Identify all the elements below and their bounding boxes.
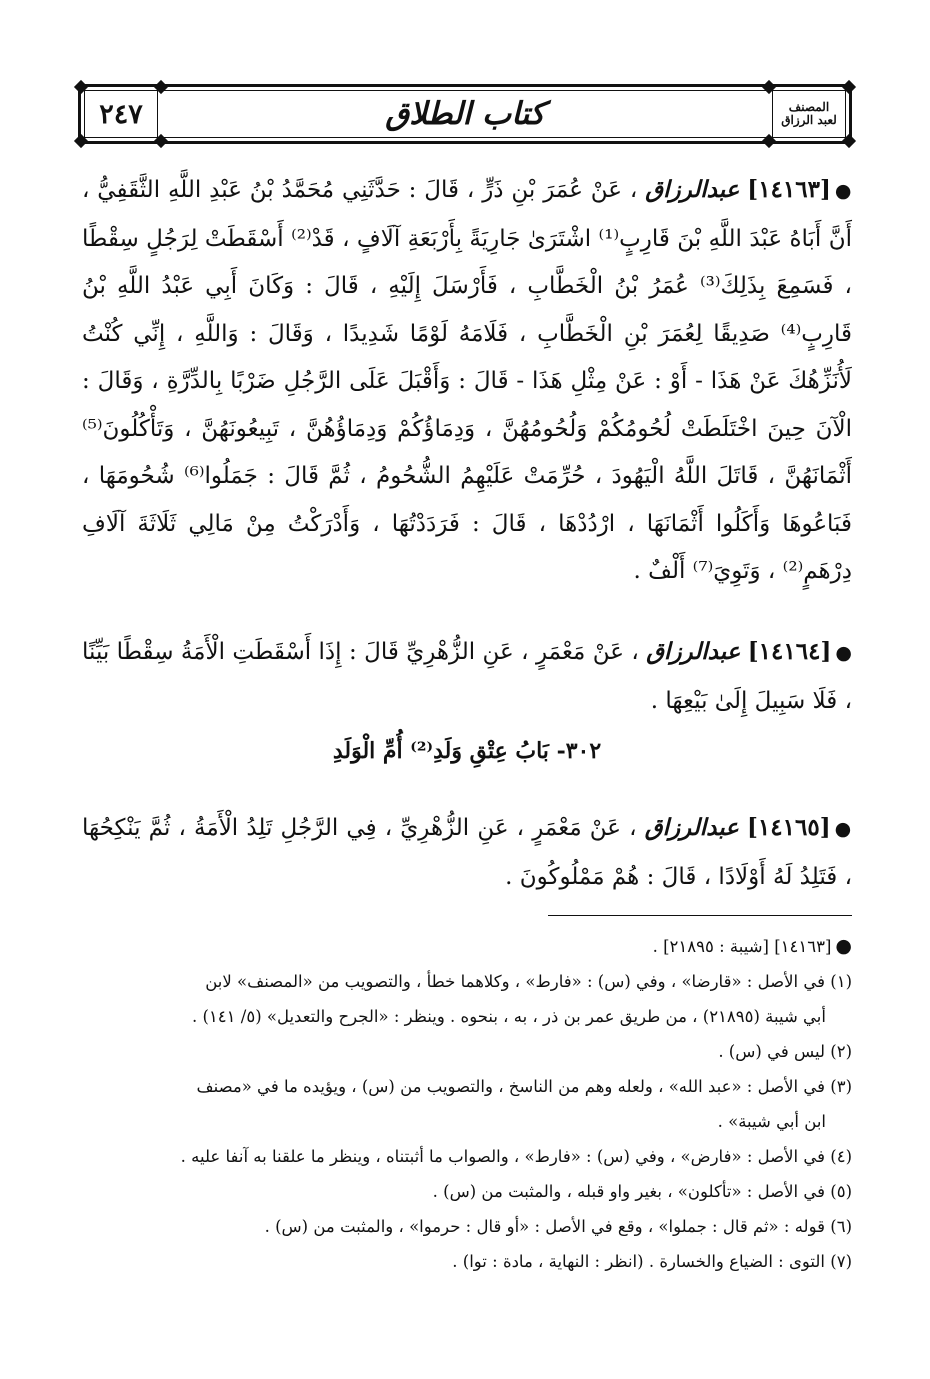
footnote: (٧) التوى : الضياع والخسارة . (انظر : النهاية ، مادة : توا) .	[452, 1252, 852, 1271]
hadith-entry	[82, 166, 852, 596]
logo-line2: لعبد الرزاق	[781, 113, 837, 127]
hadith-entry	[82, 804, 852, 901]
hadith-author: عبدالرزاق	[646, 638, 741, 665]
footnotes	[82, 929, 852, 1279]
bullet-icon: ●	[835, 935, 852, 957]
logo-line1: المصنف	[788, 100, 830, 114]
footnote-continuation: أبي شيبة (٢١٨٩٥) ، من طريق عمر بن ذر ، به ، بنحوه . وينظر : «الجرح والتعديل» (٥/ ١٤١) .	[191, 1007, 826, 1026]
footnote: (٣) في الأصل : «عبد الله» ، ولعله وهم من الناسخ ، والتصويب من (س) ، ويؤيده ما في «مصنف	[196, 1077, 852, 1096]
chapter-heading: ٣٠٢- بَابُ عِتْقِ وَلَدِ⁽²⁾ أُمِّ الْوَلَدِ	[332, 738, 602, 764]
page-header	[78, 84, 852, 144]
bullet-icon: ●	[834, 180, 853, 202]
page-number-ornament	[78, 84, 164, 144]
hadith-text: ، عَنْ مَعْمَرٍ ، عَنِ الزُّهْرِيِّ قَالَ : إِذَا أَسْقَطَتِ الْأَمَةُ سِقْطًا بَيِّنًا ، فَلَا سَبِيلَ إِلَىٰ بَيْعِهَا .	[82, 639, 852, 714]
logo-ornament	[766, 84, 852, 144]
footnote-continuation: ابن أبي شيبة» .	[717, 1112, 826, 1131]
bullet-icon: ●	[834, 818, 852, 840]
hadith-author: عبدالرزاق	[644, 814, 739, 841]
bullet-icon: ●	[835, 642, 853, 664]
footnote: (٢) ليس في (س) .	[718, 1042, 852, 1061]
page-number: ٢٤٧	[99, 98, 143, 130]
footnote: (٥) في الأصل : «تأكلون» ، بغير واو قبله ، والمثبت من (س) .	[432, 1182, 852, 1201]
hadith-entry	[82, 628, 852, 725]
hadith-text: ، عَنْ عُمَرَ بْنِ ذَرٍّ ، قَالَ : حَدَّثَنِي مُحَمَّدُ بْنُ عَبْدِ اللَّهِ الثَّقَفِيُّ ، أَنَّ أَبَاهُ عَبْدَ اللَّهِ بْنَ قَارِبٍ⁽¹⁾ اشْتَرَىٰ جَارِيَةً بِأَرْبَعَةِ آلَافٍ ، قَدْ⁽²⁾ أَسْقَطَتْ لِرَجُلٍ سِقْطًا ، فَسَمِعَ بِذَلِكَ⁽³⁾ عُمَرُ بْنُ الْخَطَّابِ ، فَأَرْسَلَ إِلَيْهِ ، قَالَ : وَكَانَ أَبِي عَبْدُ اللَّهِ بْنُ قَارِبٍ⁽⁴⁾ صَدِيقًا لِعُمَرَ بْنِ الْخَطَّابِ ، فَلَامَهُ لَوْمًا شَدِيدًا ، وَقَالَ : وَاللَّهِ ، إِنِّي كُنْتُ لَأُنَزِّهُكَ عَنْ هَذَا - أَوْ : عَنْ مِثْلِ هَذَا - قَالَ : وَأَقْبَلَ عَلَى الرَّجُلِ ضَرْبًا بِالدِّرَّةِ ، وَقَالَ : الْآنَ حِينَ اخْتَلَطَتْ لُحُومُكُمْ وَلُحُومُهُنَّ ، وَدِمَاؤُكُمْ وَدِمَاؤُهُنَّ ، تَبِيعُونَهُنَّ ، وَتَأْكُلُونَ⁽⁵⁾ أَثْمَانَهُنَّ ، قَاتَلَ اللَّهُ الْيَهُودَ ، حُرِّمَتْ عَلَيْهِمُ الشُّحُومُ ، ثُمَّ قَالَ : جَمَلُوا⁽⁶⁾ شُحُومَهَا ، فَبَاعُوهَا وَأَكَلُوا أَثْمَانَهَا ، ارْدُدْهَا ، قَالَ : فَرَدَدْتُهَا ، وَأَدْرَكْتُ مِنْ مَالِي ثَلَاثَةَ آلَافِ دِرْهَمٍ⁽²⁾ ، وَتَوِيَ⁽⁷⁾ أَلْفٌ .	[82, 177, 852, 584]
footnote-separator	[548, 915, 852, 916]
footnote: (٤) في الأصل : «فارض» ، وفي (س) : «فارط» ، والصواب ما أثبتناه ، وينظر ما علقنا به آنفا عليه .	[180, 1147, 852, 1166]
book-logo	[781, 101, 837, 127]
book-title: كتاب الطلاق	[385, 96, 545, 132]
hadith-number: [١٤١٦٤]	[747, 638, 832, 665]
hadith-number: [١٤١٦٥]	[747, 814, 831, 841]
hadith-text: ، عَنْ مَعْمَرٍ ، عَنِ الزُّهْرِيِّ ، فِي الرَّجُلِ تَلِدُ الْأَمَةُ ، ثُمَّ يَنْكِحُهَا ، فَتَلِدُ لَهُ أَوْلَادًا ، قَالَ : هُمْ مَمْلُوكُونَ .	[82, 815, 852, 890]
footnote: (١) في الأصل : «قارضا» ، وفي (س) : «فارط» ، وكلاهما خطأ ، والتصويب من «المصنف» لابن	[205, 972, 852, 991]
hadith-number: [١٤١٦٣]	[747, 176, 831, 203]
footnote: (٦) قوله : «ثم قال : جملوا» ، وقع في الأصل : «أو قال : حرموا» ، والمثبت من (س) .	[264, 1217, 852, 1236]
hadith-author: عبدالرزاق	[645, 176, 740, 203]
source-reference: [١٤١٦٣] [شيبة : ٢١٨٩٥] .	[652, 937, 832, 956]
